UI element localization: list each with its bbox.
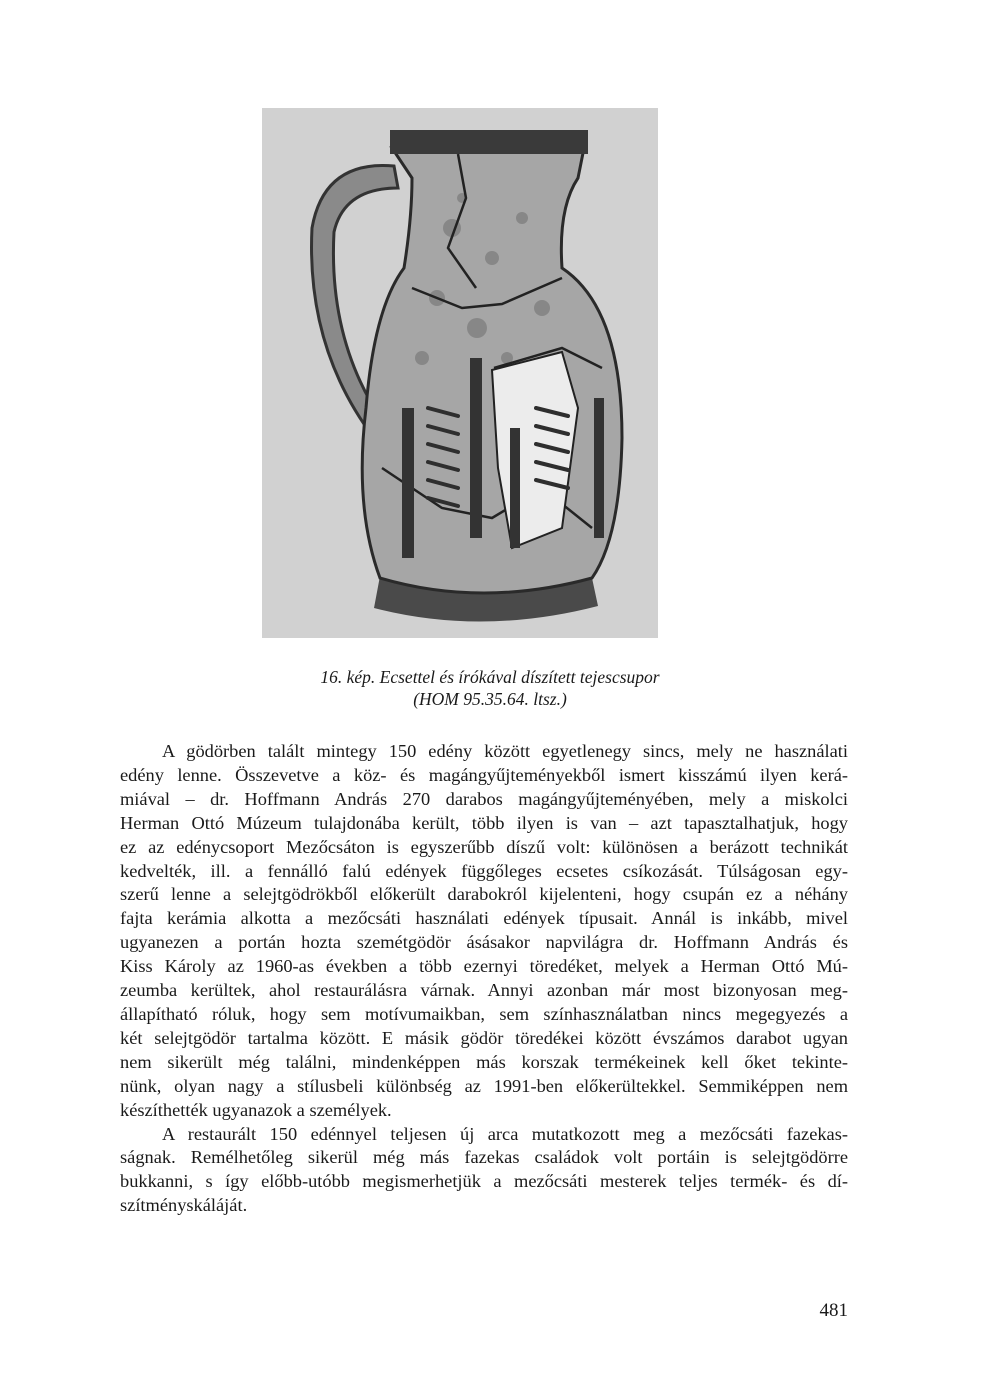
text-line: kedvelték, ill. a fennálló falú edények függőleges ecsetes csíkozását. Túlságosan egy- <box>120 860 848 881</box>
figure-caption <box>180 666 800 710</box>
text-line: ugyanezen a portán hozta szemétgödör ásásakor napvilágra dr. Hoffmann András és <box>120 932 848 953</box>
text-line: ságnak. Remélhetőleg sikerül még más fazekas családok volt portáin is selejtgödörre <box>120 1147 848 1168</box>
jug-photograph <box>262 108 658 638</box>
text-line: Kiss Károly az 1960-as években a több ezernyi töredéket, melyek a Herman Ottó Mú- <box>120 956 848 977</box>
body-text <box>120 740 848 1218</box>
text-line: edény lenne. Összevetve a köz- és magángyűjteményekből ismert kisszámú ilyen kerá- <box>120 764 848 785</box>
text-line: Herman Ottó Múzeum tulajdonába került, több ilyen is van – azt tapasztalhatjuk, hogy <box>120 812 848 833</box>
paragraph-1 <box>120 740 848 1123</box>
text-line: két selejtgödör tartalma között. E másik gödör töredékei között évszámos darabot ugyan <box>120 1027 848 1048</box>
text-line: bukkanni, s így előbb-utóbb megismerhetjük a mezőcsáti mesterek teljes termék- és dí- <box>120 1171 848 1192</box>
page-number: 481 <box>819 1300 848 1321</box>
paragraph-2 <box>120 1123 848 1219</box>
text-line: A restaurált 150 edénnyel teljesen új arca mutatkozott meg a mezőcsáti fazekas- <box>162 1123 848 1144</box>
text-line: fajta kerámia alkotta a mezőcsáti használati edények típusait. Annál is inkább, mivel <box>120 908 848 929</box>
text-line: miával – dr. Hoffmann András 270 darabos magángyűjteményében, mely a miskolci <box>120 788 848 809</box>
caption-line-1: 16. kép. Ecsettel és írókával díszített tejescsupor <box>320 667 660 687</box>
text-line: A gödörben talált mintegy 150 edény között egyetlenegy sincs, mely ne használati <box>162 741 848 761</box>
text-line: készíthették ugyanazok a személyek. <box>120 1099 392 1120</box>
text-line: szítményskáláját. <box>120 1195 248 1216</box>
text-line: állapítható róluk, hogy sem motívumaikban, sem színhasználatban nincs megegyezés a <box>120 1003 848 1024</box>
text-line: ez az edénycsoport Mezőcsáton is egyszerűbb díszű volt: különösen a berázott technikát <box>120 836 848 857</box>
text-line: nünk, olyan nagy a stílusbeli különbség az 1991-ben előkerültekkel. Semmiképpen nem <box>120 1075 848 1096</box>
caption-line-2: (HOM 95.35.64. ltsz.) <box>413 689 567 709</box>
text-line: szerű lenne a selejtgödrökből előkerült darabokról kijelenteni, hogy csupán ez a néhány <box>120 884 848 905</box>
text-line: zeumba kerültek, ahol restaurálásra várnak. Annyi azonban már most bizonyosan meg- <box>120 980 848 1001</box>
text-line: nem sikerült még találni, mindenképpen más korszak termékeinek kell őket tekinte- <box>120 1051 848 1072</box>
